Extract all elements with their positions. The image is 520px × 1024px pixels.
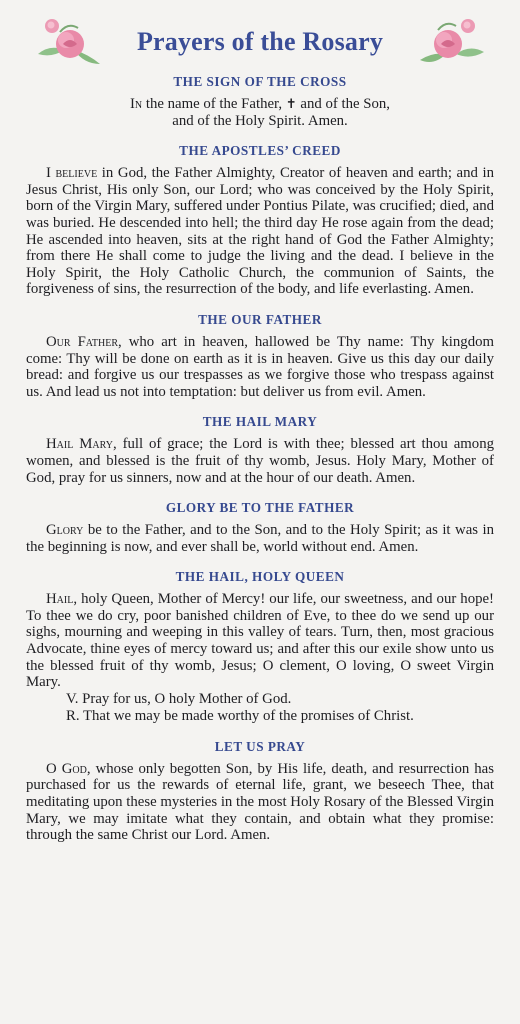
response: R. That we may be made worthy of the promises of Christ. [66, 707, 414, 724]
section-heading: THE SIGN OF THE CROSS [173, 74, 347, 89]
rose-icon [410, 14, 490, 70]
prayer-text [26, 334, 494, 400]
lead-word: In [130, 96, 143, 112]
section-apostles-creed [26, 143, 494, 298]
section-glory-be [26, 500, 494, 555]
prayer-text-part: be to the Father, and to the Son, and to the Holy Spirit; as it was in the beginning is now, and ever shall be, world without end. Amen. [26, 522, 494, 555]
section-heading: THE APOSTLES’ CREED [179, 143, 341, 159]
prayer-text [26, 96, 494, 129]
prayer-text-part: , full of grace; the Lord is with thee; blessed art thou among women, and blessed is the fruit of thy womb, Jesus. Holy Mary, Mother of God, pray for us sinners, now and at the hour of our death. Amen. [26, 436, 494, 486]
section-let-us-pray [26, 739, 494, 844]
section-our-father [26, 312, 494, 400]
prayer-text-part: , who art in heaven, hallowed be Thy name: Thy kingdom come: Thy will be done on earth as it is in heaven. Give us this day our daily bread: and forgive us our trespasses as we forgive those who trespass against us. And lead us not into temptation: but deliver us from evil. Amen. [26, 333, 494, 400]
prayer-text-part: the name of the Father, [142, 96, 286, 112]
prayer-text [26, 761, 494, 844]
prayer-text [26, 591, 494, 691]
section-heading: THE HAIL MARY [202, 414, 318, 430]
lead-word: Hail [46, 591, 74, 608]
section-heading: THE OUR FATHER [198, 311, 322, 327]
lead-word: Hail Mary [46, 436, 113, 453]
prayer-text-part: and of the Son, [296, 96, 390, 112]
prayer-text [26, 436, 494, 486]
section-sign-of-the-cross [26, 74, 494, 129]
lead-word: O God [46, 760, 87, 777]
section-heading: GLORY BE TO THE FATHER [165, 500, 355, 516]
section-hail-holy-queen [26, 569, 494, 725]
section-heading: LET US PRAY [214, 738, 306, 754]
lead-word: Glory [46, 522, 84, 539]
section-heading: THE HAIL, HOLY QUEEN [175, 569, 345, 585]
prayer-text-part: , holy Queen, Mother of Mercy! our life, our sweetness, and our hope! To thee we do cry, poor banished children of Eve, to thee do we send up our sighs, mourning and weeping in this valley of tears. Turn, then, most gracious Advocate, thine eyes of mercy toward us; and after this our exile show unto us the blessed fruit of thy womb, Jesus; O clement, O loving, O sweet Virgin Mary. [26, 591, 494, 691]
versicle: V. Pray for us, O holy Mother of God. [66, 690, 292, 707]
header [26, 12, 494, 68]
page-title: Prayers of the Rosary [136, 27, 384, 56]
prayer-text [26, 165, 494, 298]
rose-icon [30, 14, 110, 70]
section-hail-mary [26, 414, 494, 486]
lead-word: I believe [46, 165, 98, 182]
prayer-text-part: in God, the Father Almighty, Creator of heaven and earth; and in Jesus Christ, His only Son, our Lord; who was conceived by the Holy Spirit, born of the Virgin Mary, suffered under Pontius Pilate, was crucified; died, and was buried. He descended into hell; the third day He rose again from the dead; He ascended into heaven, sits at the right hand of God the Father Almighty; from there He shall come to judge the living and the dead. I believe in the Holy Spirit, the Holy Catholic Church, the communion of Saints, the forgiveness of sins, the resurrection of the body, and life everlasting. Amen. [26, 165, 494, 298]
lead-word: Our Father [46, 333, 119, 350]
prayer-text-part: , whose only begotten Son, by His life, death, and resurrection has purchased for us the rewards of eternal life, grant, we beseech Thee, that meditating upon these mysteries in the most Holy Rosary of the Blessed Virgin Mary, we may imitate what they contain, and obtain what they promise: through the same Christ our Lord. Amen. [26, 760, 494, 844]
cross-icon: ✝ [285, 96, 297, 111]
prayer-text [26, 522, 494, 555]
prayer-text-part: and of the Holy Spirit. Amen. [172, 112, 348, 129]
